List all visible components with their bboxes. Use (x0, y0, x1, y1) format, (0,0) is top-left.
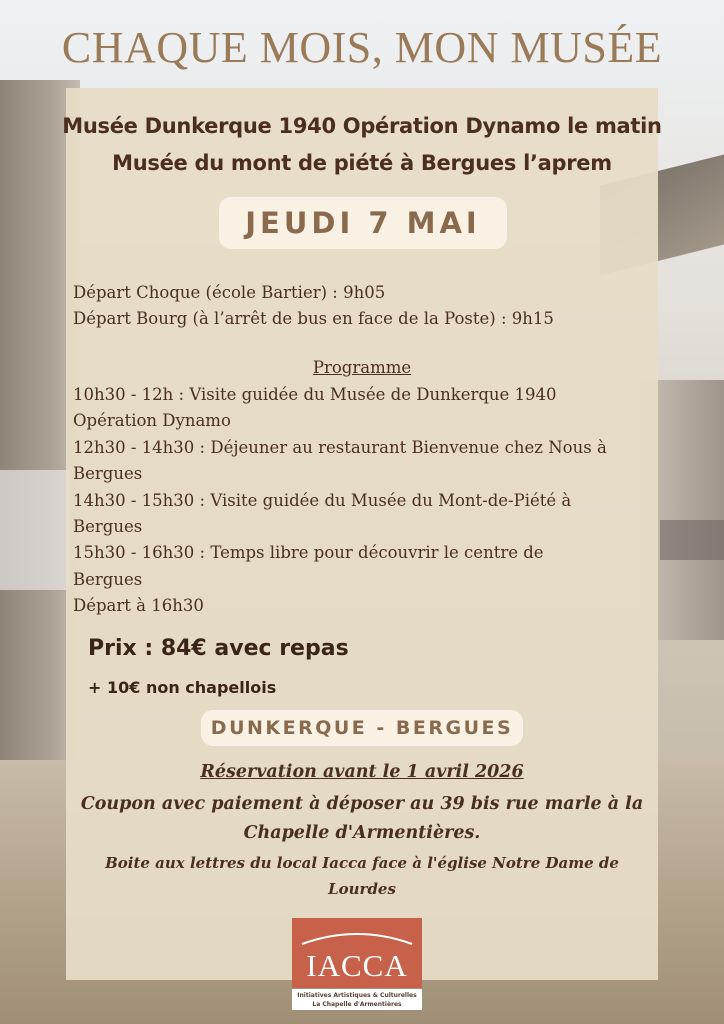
programme-line: Bergues (73, 464, 143, 484)
programme-line: Opération Dynamo (73, 411, 231, 431)
programme-title: Programme (312, 358, 412, 377)
mailbox-line: Lourdes (328, 880, 396, 898)
price: Prix : 84€ avec repas (88, 636, 349, 661)
headline-morning: Musée Dunkerque 1940 Opération Dynamo le matin (62, 114, 662, 138)
programme-list (73, 382, 658, 620)
logo-subtitle-line: Initiatives Artistiques & Culturelles (297, 992, 417, 999)
reservation-coupon (66, 790, 658, 848)
programme-line: Bergues (73, 517, 143, 537)
date-badge: JEUDI 7 MAI (219, 197, 507, 249)
programme-line: 10h30 - 12h : Visite guidée du Musée de Dunkerque 1940 (73, 385, 557, 404)
logo-name: IACCA (306, 948, 408, 983)
headline-afternoon: Musée du mont de piété à Bergues l’aprem (112, 151, 612, 175)
departure-bourg: Départ Bourg (à l’arrêt de bus en face de la Poste) : 9h15 (73, 309, 554, 328)
mailbox-line: Boite aux lettres du local Iacca face à l'église Notre Dame de (105, 854, 619, 872)
logo-subtitle (292, 989, 422, 1010)
price-supplement: + 10€ non chapellois (88, 678, 277, 697)
reservation-mailbox (66, 850, 658, 902)
iacca-logo (292, 918, 422, 1010)
coupon-line: Chapelle d'Armentières. (243, 823, 481, 843)
programme-line: 14h30 - 15h30 : Visite guidée du Musée du Mont-de-Piété à (73, 490, 572, 510)
departure-choque: Départ Choque (école Bartier) : 9h05 (73, 283, 386, 302)
reservation-deadline: Réservation avant le 1 avril 2026 (200, 762, 524, 782)
page-title: CHAQUE MOIS, MON MUSÉE (61, 23, 663, 72)
route-badge: DUNKERQUE - BERGUES (201, 710, 523, 746)
coupon-line: Coupon avec paiement à déposer au 39 bis rue marle à la (80, 794, 644, 814)
programme-line: 15h30 - 16h30 : Temps libre pour découvrir le centre de (73, 543, 544, 563)
programme-line: Départ à 16h30 (73, 596, 204, 616)
programme-line: 12h30 - 14h30 : Déjeuner au restaurant Bienvenue chez Nous à (73, 437, 607, 457)
logo-subtitle-line: La Chapelle d'Armentières (312, 1001, 402, 1008)
programme-line: Bergues (73, 569, 143, 589)
